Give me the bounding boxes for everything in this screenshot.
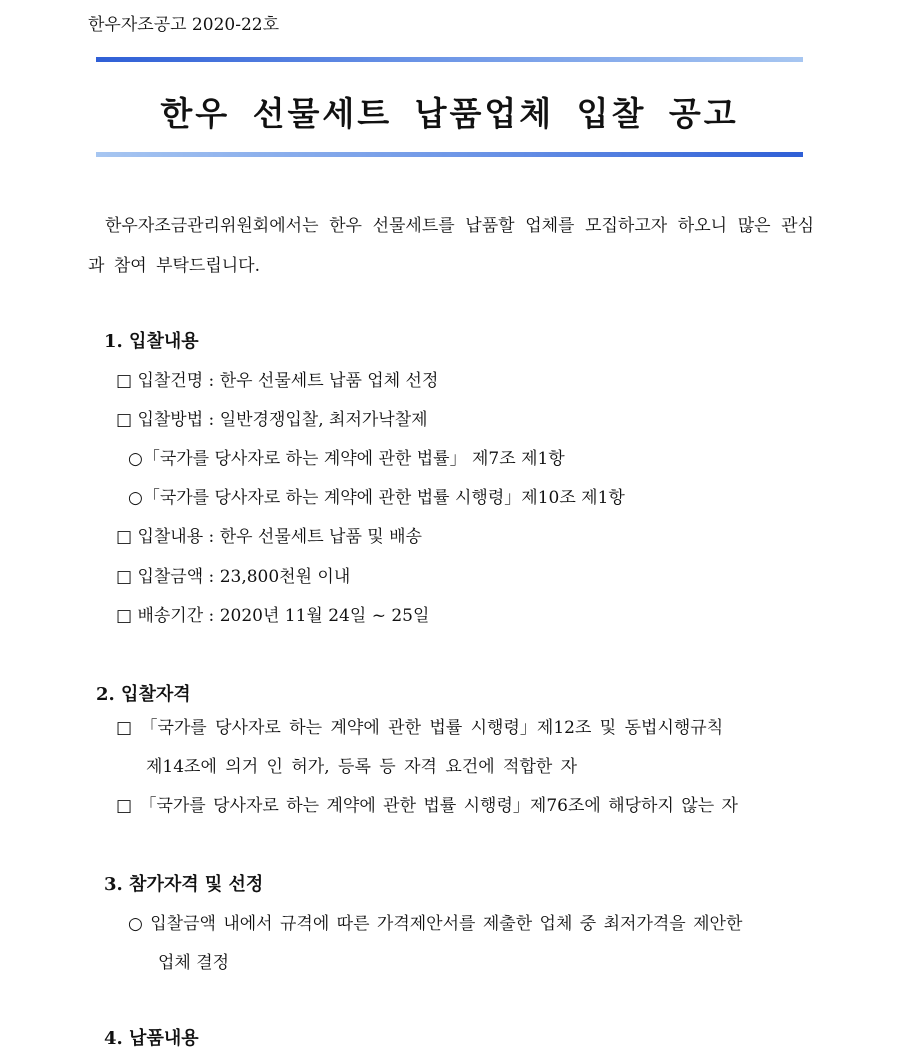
section-2-item-continued: 제14조에 의거 인 허가, 등록 등 자격 요건에 적합한 자: [146, 757, 578, 777]
section-3-item-continued: 업체 결정: [158, 953, 230, 973]
intro-paragraph: 한우자조금관리위원회에서는 한우 선물세트를 납품할 업체를 모집하고자 하오니 많은 관심과 참여 부탁드립니다.: [88, 216, 814, 276]
title-bottom-rule: [96, 152, 803, 157]
section-1-item: □ 입찰건명 : 한우 선물세트 납품 업체 선정: [116, 371, 439, 391]
notice-number: 한우자조공고 2020-22호: [88, 15, 279, 35]
title-top-rule: [96, 57, 803, 62]
section-3-item: ○ 입찰금액 내에서 규격에 따른 가격제안서를 제출한 업체 중 최저가격을 제안한: [128, 914, 743, 934]
section-3-heading: 3. 참가자격 및 선정: [104, 874, 264, 895]
section-2-item: □ 「국가를 당사자로 하는 계약에 관한 법률 시행령」제12조 및 동법시행규칙: [116, 718, 724, 738]
section-2-heading: 2. 입찰자격: [96, 684, 191, 705]
section-4-heading: 4. 납품내용: [104, 1028, 199, 1049]
section-2-item: □ 「국가를 당사자로 하는 계약에 관한 법률 시행령」제76조에 해당하지 않는 자: [116, 796, 738, 816]
section-1-item: □ 입찰방법 : 일반경쟁입찰, 최저가낙찰제: [116, 410, 428, 430]
section-1-item: □ 입찰금액 : 23,800천원 이내: [116, 567, 351, 587]
section-1-item: □ 입찰내용 : 한우 선물세트 납품 및 배송: [116, 527, 422, 547]
section-1-subitem: ○「국가를 당사자로 하는 계약에 관한 법률 시행령」제10조 제1항: [128, 488, 625, 508]
section-1-item: □ 배송기간 : 2020년 11월 24일 ~ 25일: [116, 606, 430, 626]
section-1-heading: 1. 입찰내용: [104, 331, 199, 352]
page-title: 한우 선물세트 납품업체 입찰 공고: [160, 94, 739, 133]
section-1-subitem: ○「국가를 당사자로 하는 계약에 관한 법률」 제7조 제1항: [128, 449, 565, 469]
